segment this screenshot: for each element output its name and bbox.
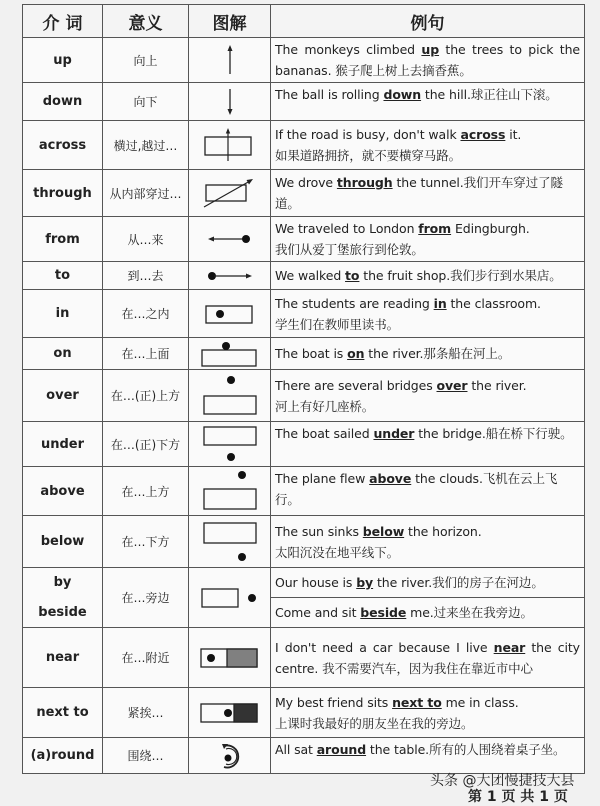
diagram-cell xyxy=(189,217,271,262)
meaning: 在…附近 xyxy=(103,628,189,688)
preposition: from xyxy=(23,217,103,262)
preposition: below xyxy=(23,516,103,568)
diagram-cell xyxy=(189,516,271,568)
keyword: around xyxy=(316,742,367,757)
keyword: near xyxy=(493,639,526,655)
preposition: in xyxy=(23,290,103,338)
table-row xyxy=(23,170,585,217)
example-sentence: We walked to the fruit shop.我们步行到水果店。 xyxy=(271,262,585,290)
meaning: 在…上面 xyxy=(103,338,189,370)
arrow-up-icon xyxy=(210,42,250,78)
meaning: 向上 xyxy=(103,38,189,83)
preposition: up xyxy=(23,38,103,83)
header-diagram: 图解 xyxy=(189,5,271,38)
across-icon xyxy=(200,125,260,165)
keyword: next to xyxy=(392,694,442,710)
preposition: (a)round xyxy=(23,738,103,774)
keyword: beside xyxy=(360,605,407,620)
keyword: through xyxy=(336,175,393,190)
meaning: 向下 xyxy=(103,83,189,121)
keyword: up xyxy=(421,42,440,57)
preposition: through xyxy=(23,170,103,217)
example-sentence: The boat sailed under the bridge.船在桥下行驶。 xyxy=(271,422,585,467)
diagram-cell xyxy=(189,628,271,688)
diagram-cell xyxy=(189,422,271,467)
in-icon xyxy=(200,299,260,329)
meaning: 在…下方 xyxy=(103,516,189,568)
preposition: across xyxy=(23,121,103,170)
table-row xyxy=(23,262,585,290)
table-row xyxy=(23,516,585,568)
preposition-table xyxy=(22,4,585,774)
meaning: 在…(正)上方 xyxy=(103,370,189,422)
table-row xyxy=(23,217,585,262)
keyword: from xyxy=(418,221,452,236)
keyword: in xyxy=(433,295,447,311)
keyword: above xyxy=(369,471,412,486)
table-row xyxy=(23,83,585,121)
example-sentence: The students are reading in the classroom. 学生们在教师里读书。 xyxy=(271,290,585,338)
table-row xyxy=(23,422,585,467)
from-icon xyxy=(200,227,260,251)
table-row xyxy=(23,370,585,422)
meaning: 从内部穿过… xyxy=(103,170,189,217)
example-sentence: All sat around the table.所有的人围绕着桌子坐。 xyxy=(271,738,585,774)
meaning: 紧挨… xyxy=(103,688,189,738)
diagram-cell xyxy=(189,738,271,774)
preposition: down xyxy=(23,83,103,121)
header-preposition: 介 词 xyxy=(23,5,103,38)
around-icon xyxy=(210,740,250,772)
example-sentence: The sun sinks below the horizon. 太阳沉没在地平线下。 xyxy=(271,516,585,568)
table-row xyxy=(23,568,585,598)
header-example: 例句 xyxy=(271,5,585,38)
preposition: by xyxy=(23,568,103,598)
example-sentence: I don't need a car because I live near the city centre. 我不需要汽车，因为我住在靠近市中心 xyxy=(271,628,585,688)
example-sentence: We traveled to London from Edingburgh. 我们从爱丁堡旅行到伦敦。 xyxy=(271,217,585,262)
beside-icon xyxy=(198,583,262,613)
keyword: by xyxy=(356,575,374,590)
diagram-cell xyxy=(189,467,271,516)
arrow-down-icon xyxy=(210,86,250,118)
meaning: 在…之内 xyxy=(103,290,189,338)
table-row xyxy=(23,628,585,688)
example-sentence: The boat is on the river.那条船在河上。 xyxy=(271,338,585,370)
over-icon xyxy=(198,374,262,418)
diagram-cell xyxy=(189,121,271,170)
header-row xyxy=(23,5,585,38)
example-sentence: If the road is busy, don't walk across it. 如果道路拥挤，就不要横穿马路。 xyxy=(271,121,585,170)
preposition: under xyxy=(23,422,103,467)
keyword: on xyxy=(347,346,365,361)
keyword: across xyxy=(460,127,506,142)
example-sentence: The plane flew above the clouds.飞机在云上飞行。 xyxy=(271,467,585,516)
example-sentence: We drove through the tunnel.我们开车穿过了隧道。 xyxy=(271,170,585,217)
example-sentence: My best friend sits next to me in class. 上课时我最好的朋友坐在我的旁边。 xyxy=(271,688,585,738)
keyword: under xyxy=(373,426,415,441)
meaning: 从…来 xyxy=(103,217,189,262)
diagram-cell xyxy=(189,370,271,422)
meaning: 在…上方 xyxy=(103,467,189,516)
to-icon xyxy=(200,266,260,286)
below-icon xyxy=(198,519,262,565)
preposition: next to xyxy=(23,688,103,738)
preposition: near xyxy=(23,628,103,688)
near-icon xyxy=(198,645,262,671)
meaning: 横过,越过… xyxy=(103,121,189,170)
preposition-2: beside xyxy=(23,598,103,628)
diagram-cell xyxy=(189,290,271,338)
table-row xyxy=(23,338,585,370)
example-sentence: The ball is rolling down the hill.球正往山下滚。 xyxy=(271,83,585,121)
diagram-cell xyxy=(189,38,271,83)
on-icon xyxy=(198,340,262,368)
diagram-cell xyxy=(189,338,271,370)
diagram-cell xyxy=(189,83,271,121)
meaning: 到…去 xyxy=(103,262,189,290)
table-row xyxy=(23,121,585,170)
example-sentence: The monkeys climbed up the trees to pick the bananas. 猴子爬上树上去摘香蕉。 xyxy=(271,38,585,83)
table-row xyxy=(23,738,585,774)
table-row xyxy=(23,467,585,516)
meaning: 在…旁边 xyxy=(103,568,189,628)
keyword: over xyxy=(436,377,468,393)
next-to-icon xyxy=(198,700,262,726)
example-sentence: There are several bridges over the river. 河上有好几座桥。 xyxy=(271,370,585,422)
keyword: below xyxy=(362,523,405,539)
preposition: over xyxy=(23,370,103,422)
above-icon xyxy=(198,469,262,513)
keyword: to xyxy=(345,268,360,283)
meaning: 围绕… xyxy=(103,738,189,774)
page-number: 第 1 页 共 1 页 xyxy=(468,789,568,805)
diagram-cell xyxy=(189,568,271,628)
example-sentence-2: Come and sit beside me.过来坐在我旁边。 xyxy=(271,598,585,628)
table-row xyxy=(23,290,585,338)
through-icon xyxy=(200,173,260,213)
header-meaning: 意义 xyxy=(103,5,189,38)
preposition: on xyxy=(23,338,103,370)
keyword: down xyxy=(383,87,422,102)
meaning: 在…(正)下方 xyxy=(103,422,189,467)
preposition: above xyxy=(23,467,103,516)
example-sentence: Our house is by the river.我们的房子在河边。 xyxy=(271,568,585,598)
table-row xyxy=(23,38,585,83)
diagram-cell xyxy=(189,262,271,290)
preposition: to xyxy=(23,262,103,290)
watermark: 头条 @大团慢捷技大县 xyxy=(430,773,575,789)
under-icon xyxy=(198,423,262,465)
diagram-cell xyxy=(189,170,271,217)
diagram-cell xyxy=(189,688,271,738)
table-row xyxy=(23,688,585,738)
